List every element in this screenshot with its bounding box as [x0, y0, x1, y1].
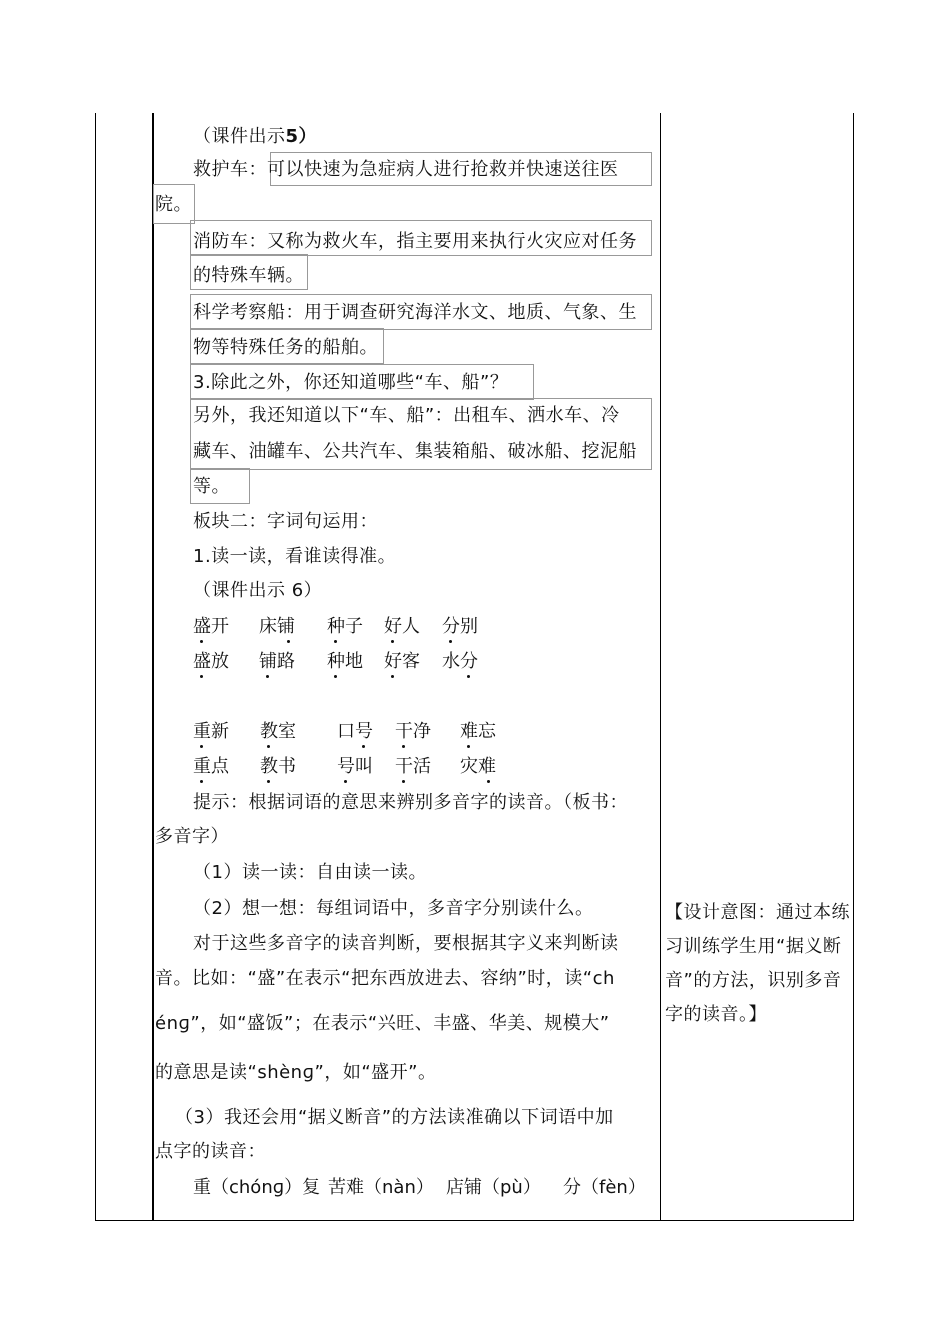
- emphasis-dot: [200, 640, 203, 643]
- judge-line-4: 的意思是读“shènɡ”，如“盛开”。: [155, 1062, 437, 1083]
- other-vehicles-line-1: 另外，我还知道以下“车、船”：出租车、洒水车、冷: [193, 405, 620, 426]
- emphasis-dot: [467, 675, 470, 678]
- word-row4-2: 教书: [260, 756, 296, 777]
- step-2: （2）想一想：每组词语中，多音字分别读什么。: [193, 898, 594, 919]
- emphasis-dot: [402, 745, 405, 748]
- emphasis-dot: [402, 780, 405, 783]
- pinyin-item-4: 分（fèn）: [563, 1177, 646, 1198]
- pinyin-item-2: 苦难（nàn）: [328, 1177, 434, 1198]
- hint-line-end: 多音字）: [155, 826, 229, 847]
- courseware-5: （课件出示5）: [193, 126, 318, 147]
- ambulance-line-end: 院。: [155, 194, 192, 215]
- emphasis-dot: [467, 745, 470, 748]
- question-3: 3.除此之外，你还知道哪些“车、船”？: [193, 372, 509, 393]
- table-border-bottom: [95, 1220, 854, 1221]
- other-vehicles-line-2: 藏车、油罐车、公共汽车、集装箱船、破冰船、挖泥船: [193, 441, 637, 462]
- table-divider-2: [660, 113, 661, 1221]
- table-border-left: [95, 113, 96, 1221]
- read-instruction: 1.读一读，看谁读得准。: [193, 546, 397, 567]
- emphasis-dot: [267, 745, 270, 748]
- ship-line: 科学考察船：用于调查研究海洋水文、地质、气象、生: [193, 302, 637, 323]
- emphasis-dot: [200, 745, 203, 748]
- emphasis-dot: [344, 780, 347, 783]
- emphasis-dot: [362, 745, 365, 748]
- word-row3-5: 难忘: [460, 721, 496, 742]
- word-row1-3: 种子: [327, 616, 363, 637]
- ambulance-line: 救护车：可以快速为急症病人进行抢救并快速送往医: [193, 159, 619, 180]
- emphasis-dot: [287, 640, 290, 643]
- judge-line-3: énɡ”，如“盛饭”；在表示“兴旺、丰盛、华美、规模大”: [155, 1013, 610, 1034]
- emphasis-dot: [391, 640, 394, 643]
- emphasis-dot: [334, 675, 337, 678]
- emphasis-dot: [487, 780, 490, 783]
- step-3: （3）我还会用“据义断音”的方法读准确以下词语中加: [175, 1107, 614, 1128]
- word-row2-3: 种地: [327, 651, 363, 672]
- block-2-heading: 板块二：字词句运用：: [193, 511, 378, 532]
- word-row3-1: 重新: [193, 721, 229, 742]
- emphasis-dot: [200, 675, 203, 678]
- emphasis-dot: [267, 780, 270, 783]
- word-row1-4: 好人: [384, 616, 420, 637]
- judge-line-1: 对于这些多音字的读音判断，要根据其字义来判断读: [193, 933, 619, 954]
- hint-line: 提示：根据词语的意思来辨别多音字的读音。（板书：: [193, 792, 628, 813]
- word-row4-3: 号叫: [337, 756, 373, 777]
- word-row1-1: 盛开: [193, 616, 229, 637]
- word-row2-4: 好客: [384, 651, 420, 672]
- pinyin-item-1: 重（chónɡ）复: [193, 1177, 321, 1198]
- word-row1-5: 分别: [442, 616, 478, 637]
- fire-truck-line: 消防车：又称为救火车，指主要用来执行火灾应对任务: [193, 231, 637, 252]
- emphasis-dot: [266, 675, 269, 678]
- fire-truck-line-end: 的特殊车辆。: [193, 265, 304, 286]
- step-1: （1）读一读：自由读一读。: [193, 862, 427, 883]
- word-row1-2: 床铺: [259, 616, 295, 637]
- word-row2-1: 盛放: [193, 651, 229, 672]
- emphasis-dot: [334, 640, 337, 643]
- table-divider-1: [152, 113, 154, 1221]
- word-row3-3: 口号: [337, 721, 373, 742]
- word-row4-4: 干活: [395, 756, 431, 777]
- emphasis-dot: [391, 675, 394, 678]
- table-border-right: [853, 113, 854, 1221]
- ship-line-end: 物等特殊任务的船舶。: [193, 337, 378, 358]
- pinyin-item-3: 店铺（pù）: [446, 1177, 541, 1198]
- emphasis-dot: [200, 780, 203, 783]
- word-row2-5: 水分: [442, 651, 478, 672]
- courseware-6: （课件出示 6）: [193, 580, 323, 601]
- judge-line-2: 音。比如：“盛”在表示“把东西放进去、容纳”时，读“ch: [155, 968, 615, 989]
- word-row3-2: 教室: [260, 721, 296, 742]
- word-row4-1: 重点: [193, 756, 229, 777]
- design-intent-note: 【设计意图：通过本练习训练学生用“据义断音”的方法，识别多音字的读音。】: [665, 902, 850, 1025]
- word-row4-5: 灾难: [460, 756, 496, 777]
- other-vehicles-line-3: 等。: [193, 476, 230, 497]
- emphasis-dot: [449, 640, 452, 643]
- word-row3-4: 干净: [395, 721, 431, 742]
- word-row2-2: 铺路: [259, 651, 295, 672]
- step-3-end: 点字的读音：: [155, 1141, 266, 1162]
